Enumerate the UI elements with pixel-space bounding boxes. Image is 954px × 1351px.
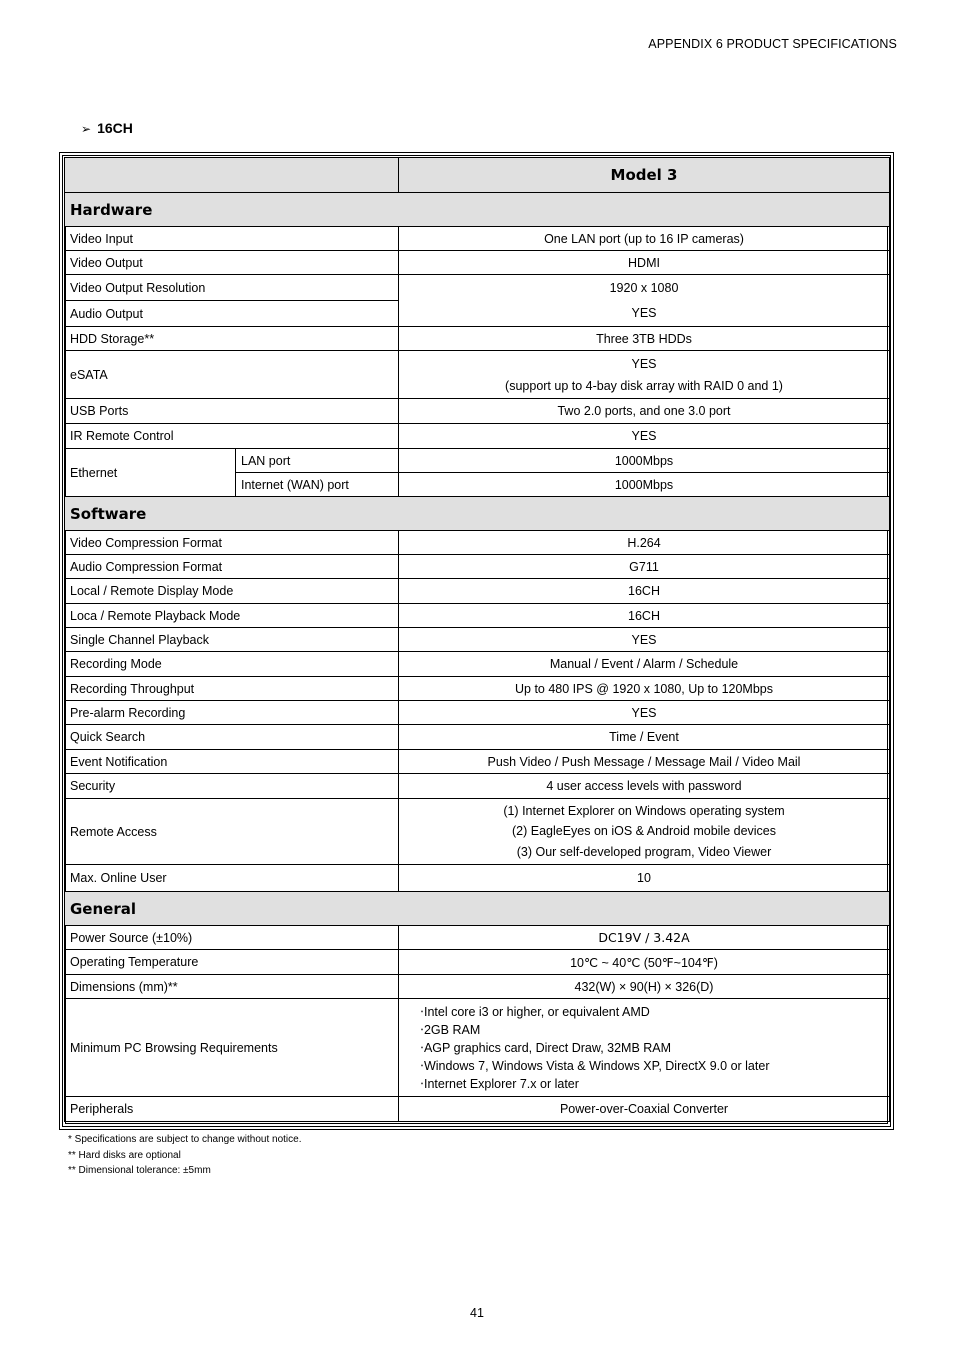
row-value: Up to 480 IPS @ 1920 x 1080, Up to 120Mbps xyxy=(399,677,890,701)
category-row xyxy=(65,892,890,926)
row-value: DC19V / 3.42A xyxy=(399,926,890,950)
table-row xyxy=(65,424,890,449)
table-row xyxy=(65,301,890,327)
section-title: 16CH xyxy=(97,120,133,136)
lan-port-label: LAN port xyxy=(236,449,399,473)
page-header: APPENDIX 6 PRODUCT SPECIFICATIONS xyxy=(648,37,897,51)
row-label: Security xyxy=(65,774,399,799)
table-row xyxy=(65,275,890,301)
table-row xyxy=(65,725,890,750)
row-label: Audio Compression Format xyxy=(65,555,399,579)
row-value: Two 2.0 ports, and one 3.0 port xyxy=(399,399,890,424)
table-row xyxy=(65,975,890,999)
remote-access-line-2: (2) EagleEyes on iOS & Android mobile devices xyxy=(511,824,777,839)
table-row xyxy=(65,351,890,399)
row-label: Loca / Remote Playback Mode xyxy=(65,604,399,628)
row-label: Quick Search xyxy=(65,725,399,750)
table-row xyxy=(65,531,890,555)
wan-port-label: Internet (WAN) port xyxy=(236,473,399,497)
row-label: Event Notification xyxy=(65,750,399,774)
category-general: General xyxy=(65,892,890,926)
header-empty-cell xyxy=(65,158,399,193)
table-row xyxy=(65,555,890,579)
row-label: Pre-alarm Recording xyxy=(65,701,399,725)
row-label: Video Input xyxy=(65,227,399,251)
row-value: G711 xyxy=(399,555,890,579)
row-value: Three 3TB HDDs xyxy=(399,327,890,351)
table-row xyxy=(65,327,890,351)
table-row xyxy=(65,677,890,701)
table-row xyxy=(65,628,890,652)
row-value: Time / Event xyxy=(399,725,890,750)
table-row xyxy=(65,579,890,604)
row-label: USB Ports xyxy=(65,399,399,424)
row-value: 10℃ ~ 40℃ (50℉~104℉) xyxy=(399,950,890,975)
esata-line-1: YES xyxy=(631,356,657,371)
spec-table xyxy=(64,157,890,1122)
category-row xyxy=(65,193,890,227)
row-value: 10 xyxy=(399,865,890,892)
row-label: Operating Temperature xyxy=(65,950,399,975)
row-label: Local / Remote Display Mode xyxy=(65,579,399,604)
row-value: HDMI xyxy=(399,251,890,275)
table-row xyxy=(65,604,890,628)
row-label: eSATA xyxy=(65,351,399,399)
table-row xyxy=(65,1097,890,1122)
min-pc-requirements-list xyxy=(399,999,890,1097)
row-value: 16CH xyxy=(399,604,890,628)
row-label: Video Output Resolution xyxy=(65,275,399,301)
remote-access-line-3: (3) Our self-developed program, Video Viewer xyxy=(516,844,772,859)
row-label: Remote Access xyxy=(65,799,399,865)
list-item: ‧2GB RAM xyxy=(420,1022,481,1037)
arrow-bullet-icon: ➢ xyxy=(81,122,92,136)
footnote: ** Hard disks are optional xyxy=(68,1149,181,1161)
row-value: 4 user access levels with password xyxy=(399,774,890,799)
footnote: * Specifications are subject to change without notice. xyxy=(68,1134,302,1145)
footnote: ** Dimensional tolerance: ±5mm xyxy=(68,1165,211,1176)
table-row xyxy=(65,999,890,1097)
row-value: 16CH xyxy=(399,579,890,604)
table-row xyxy=(65,950,890,975)
remote-access-line-1: (1) Internet Explorer on Windows operating system xyxy=(503,803,785,818)
row-label: Power Source (±10%) xyxy=(65,926,399,950)
model-header: Model 3 xyxy=(399,158,890,193)
row-label: Dimensions (mm)** xyxy=(65,975,399,999)
table-row xyxy=(65,227,890,251)
table-row xyxy=(65,799,890,865)
row-value: Power-over-Coaxial Converter xyxy=(399,1097,890,1122)
table-row xyxy=(65,251,890,275)
list-item: ‧AGP graphics card, Direct Draw, 32MB RAM xyxy=(420,1040,672,1055)
table-row xyxy=(65,701,890,725)
table-header-row xyxy=(65,158,890,193)
category-hardware: Hardware xyxy=(65,193,890,227)
table-row xyxy=(65,449,890,473)
wan-port-value: 1000Mbps xyxy=(399,473,890,497)
row-label: Peripherals xyxy=(65,1097,399,1122)
row-value: YES xyxy=(399,301,890,327)
row-value: Push Video / Push Message / Message Mail / Video Mail xyxy=(399,750,890,774)
esata-line-2: (support up to 4-bay disk array with RAID 0 and 1) xyxy=(505,378,783,393)
table-row xyxy=(65,652,890,677)
row-value: YES xyxy=(399,424,890,449)
table-row xyxy=(65,865,890,892)
row-label: Video Compression Format xyxy=(65,531,399,555)
section-heading xyxy=(81,120,133,136)
row-label: HDD Storage** xyxy=(65,327,399,351)
row-value: One LAN port (up to 16 IP cameras) xyxy=(399,227,890,251)
row-label: Recording Mode xyxy=(65,652,399,677)
list-item: ‧Intel core i3 or higher, or equivalent AMD xyxy=(420,1004,650,1019)
row-value: 1920 x 1080 xyxy=(399,275,890,301)
lan-port-value: 1000Mbps xyxy=(399,449,890,473)
row-value: H.264 xyxy=(399,531,890,555)
row-label: Single Channel Playback xyxy=(65,628,399,652)
row-label: Audio Output xyxy=(65,301,399,327)
spec-table-container xyxy=(64,157,889,1122)
table-row xyxy=(65,750,890,774)
table-row xyxy=(65,926,890,950)
list-item: ‧Windows 7, Windows Vista & Windows XP, DirectX 9.0 or later xyxy=(420,1058,770,1073)
row-label: Recording Throughput xyxy=(65,677,399,701)
footnotes xyxy=(68,1132,301,1179)
row-value: 432(W) × 90(H) × 326(D) xyxy=(399,975,890,999)
list-item: ‧Internet Explorer 7.x or later xyxy=(420,1076,579,1091)
row-value: YES xyxy=(399,701,890,725)
row-label: Max. Online User xyxy=(65,865,399,892)
row-label: Video Output xyxy=(65,251,399,275)
row-label: Minimum PC Browsing Requirements xyxy=(65,999,399,1097)
row-value: YES xyxy=(399,628,890,652)
row-value xyxy=(399,799,890,865)
ethernet-label: Ethernet xyxy=(65,449,236,497)
page-number: 41 xyxy=(470,1306,484,1320)
table-row xyxy=(65,399,890,424)
category-row xyxy=(65,497,890,531)
row-value: Manual / Event / Alarm / Schedule xyxy=(399,652,890,677)
table-row xyxy=(65,774,890,799)
category-software: Software xyxy=(65,497,890,531)
row-value xyxy=(399,351,890,399)
row-label: IR Remote Control xyxy=(65,424,399,449)
